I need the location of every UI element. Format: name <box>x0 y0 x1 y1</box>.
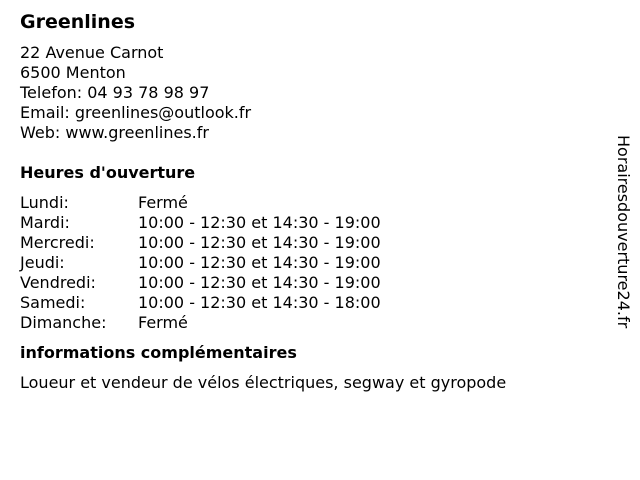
time-value: 10:00 - 12:30 et 14:30 - 19:00 <box>138 213 381 232</box>
time-value: 10:00 - 12:30 et 14:30 - 19:00 <box>138 273 381 292</box>
day-label: Samedi: <box>20 293 86 312</box>
time-value: Fermé <box>138 193 188 212</box>
day-label: Dimanche: <box>20 313 107 332</box>
hours-row-tuesday <box>20 213 600 233</box>
contact-block <box>20 43 600 143</box>
time-value: Fermé <box>138 313 188 332</box>
hours-row-monday <box>20 193 600 213</box>
web-line: Web: www.greenlines.fr <box>20 123 209 142</box>
business-card <box>20 10 600 393</box>
hours-row-saturday <box>20 293 600 313</box>
hours-heading: Heures d'ouverture <box>20 163 196 182</box>
day-label: Jeudi: <box>20 253 65 272</box>
hours-row-thursday <box>20 253 600 273</box>
email-line: Email: greenlines@outlook.fr <box>20 103 252 122</box>
time-value: 10:00 - 12:30 et 14:30 - 18:00 <box>138 293 381 312</box>
hours-row-friday <box>20 273 600 293</box>
hours-row-sunday <box>20 313 600 333</box>
day-label: Mercredi: <box>20 233 95 252</box>
day-label: Lundi: <box>20 193 69 212</box>
hours-row-wednesday <box>20 233 600 253</box>
business-name: Greenlines <box>20 11 136 33</box>
site-watermark: Horairesdouverture24.fr <box>614 135 633 329</box>
time-value: 10:00 - 12:30 et 14:30 - 19:00 <box>138 253 381 272</box>
phone-line: Telefon: 04 93 78 98 97 <box>20 83 210 102</box>
day-label: Mardi: <box>20 213 70 232</box>
address-line-city: 6500 Menton <box>20 63 126 82</box>
day-label: Vendredi: <box>20 273 96 292</box>
info-description: Loueur et vendeur de vélos électriques, segway et gyropode <box>20 373 507 392</box>
info-heading: informations complémentaires <box>20 343 297 362</box>
address-line-street: 22 Avenue Carnot <box>20 43 164 62</box>
opening-hours-list <box>20 193 600 333</box>
time-value: 10:00 - 12:30 et 14:30 - 19:00 <box>138 233 381 252</box>
